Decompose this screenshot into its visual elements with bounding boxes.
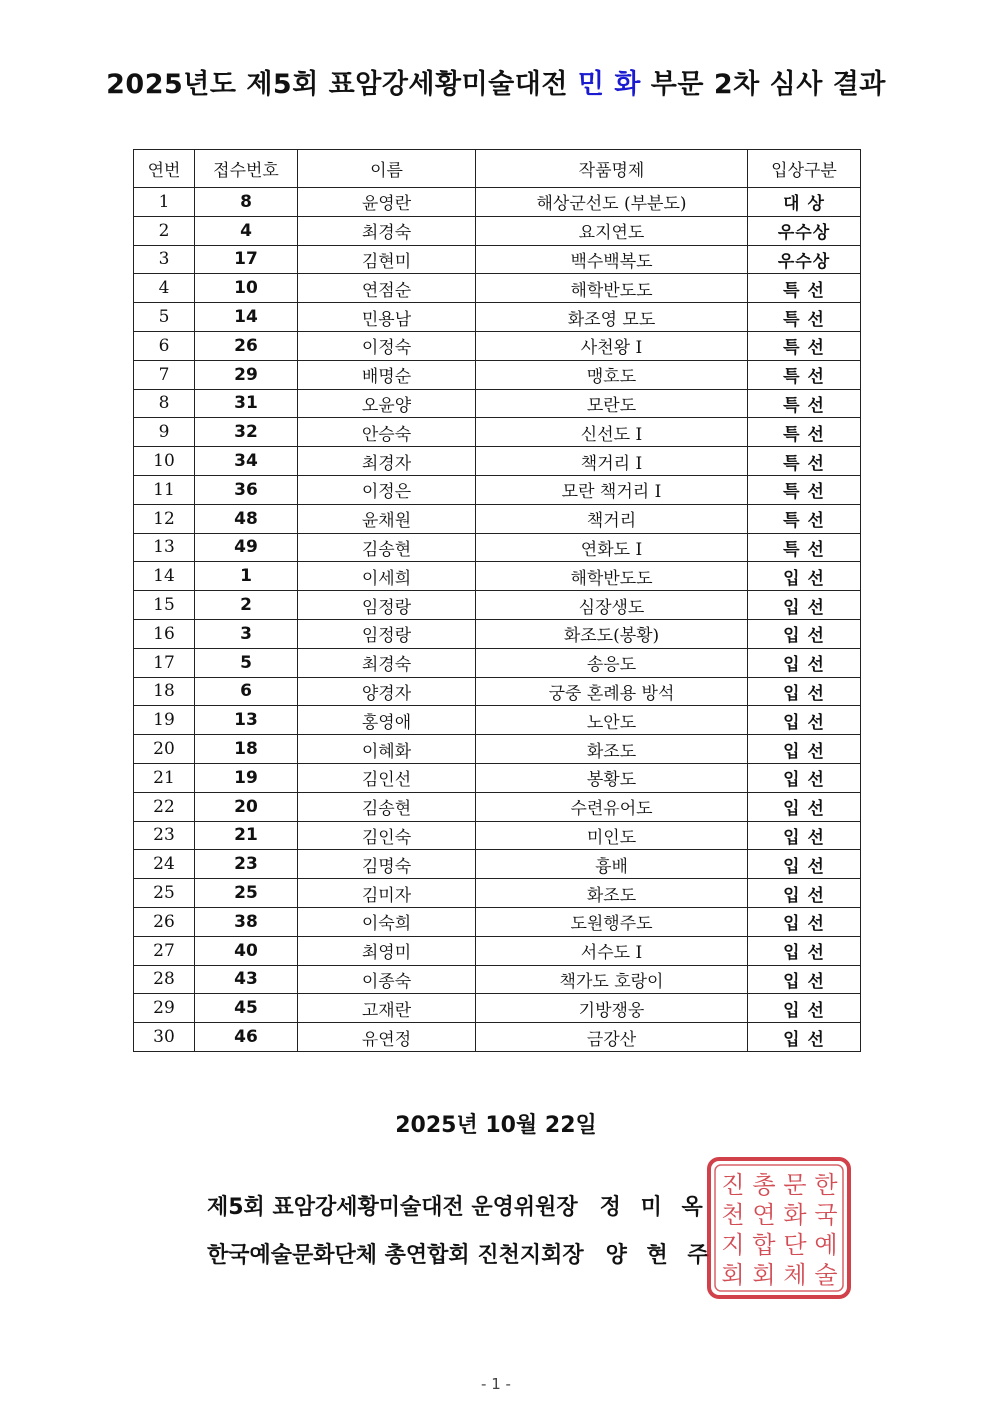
receipt-number-cell: 45	[195, 994, 298, 1023]
serial-cell: 3	[134, 245, 195, 274]
signature-line-1	[207, 1190, 709, 1221]
signer-org: 제5회 표암강세황미술대전 운영위원장	[207, 1195, 578, 1220]
award-cell: 우수상	[748, 245, 861, 274]
award-cell: 입 선	[748, 706, 861, 735]
title-highlight: 민 화	[577, 69, 641, 100]
work-title-cell: 송응도	[476, 648, 748, 677]
receipt-number-cell: 21	[195, 821, 298, 850]
work-title-cell: 흉배	[476, 850, 748, 879]
name-cell: 유연정	[298, 1023, 476, 1052]
receipt-number-cell: 13	[195, 706, 298, 735]
serial-cell: 23	[134, 821, 195, 850]
header-name: 이름	[298, 150, 476, 188]
table-row	[134, 533, 861, 562]
award-cell: 우수상	[748, 216, 861, 245]
serial-cell: 20	[134, 735, 195, 764]
name-cell: 최경숙	[298, 216, 476, 245]
work-title-cell: 화조도	[476, 735, 748, 764]
table-row	[134, 274, 861, 303]
name-cell: 최경숙	[298, 648, 476, 677]
serial-cell: 28	[134, 965, 195, 994]
work-title-cell: 책거리	[476, 504, 748, 533]
receipt-number-cell: 3	[195, 619, 298, 648]
award-cell: 입 선	[748, 965, 861, 994]
seal-glyph: 술	[814, 1261, 838, 1289]
receipt-number-cell: 40	[195, 936, 298, 965]
receipt-number-cell: 14	[195, 303, 298, 332]
receipt-number-cell: 2	[195, 591, 298, 620]
work-title-cell: 수련유어도	[476, 792, 748, 821]
work-title-cell: 사천왕 I	[476, 331, 748, 360]
receipt-number-cell: 49	[195, 533, 298, 562]
document-date: 2025년 10월 22일	[395, 1113, 597, 1138]
serial-cell: 10	[134, 447, 195, 476]
serial-cell: 24	[134, 850, 195, 879]
serial-cell: 14	[134, 562, 195, 591]
work-title-cell: 맹호도	[476, 360, 748, 389]
work-title-cell: 해학반도도	[476, 562, 748, 591]
seal-glyph: 화	[783, 1201, 807, 1229]
table-row	[134, 562, 861, 591]
serial-cell: 11	[134, 475, 195, 504]
seal-glyph: 체	[783, 1261, 807, 1289]
award-cell: 특 선	[748, 475, 861, 504]
table-row	[134, 418, 861, 447]
name-cell: 이정은	[298, 475, 476, 504]
official-seal	[705, 1155, 853, 1301]
serial-cell: 30	[134, 1023, 195, 1052]
name-cell: 김인선	[298, 763, 476, 792]
serial-cell: 27	[134, 936, 195, 965]
work-title-cell: 해학반도도	[476, 274, 748, 303]
name-cell: 김명숙	[298, 850, 476, 879]
name-cell: 윤영란	[298, 188, 476, 217]
work-title-cell: 백수백복도	[476, 245, 748, 274]
signer-name: 양 현 주	[605, 1243, 715, 1268]
work-title-cell: 미인도	[476, 821, 748, 850]
table-row	[134, 907, 861, 936]
receipt-number-cell: 1	[195, 562, 298, 591]
award-cell: 입 선	[748, 994, 861, 1023]
table-row	[134, 965, 861, 994]
work-title-cell: 노안도	[476, 706, 748, 735]
serial-cell: 29	[134, 994, 195, 1023]
receipt-number-cell: 31	[195, 389, 298, 418]
award-cell: 특 선	[748, 533, 861, 562]
header-award: 입상구분	[748, 150, 861, 188]
table-row	[134, 763, 861, 792]
receipt-number-cell: 43	[195, 965, 298, 994]
table-row	[134, 389, 861, 418]
serial-cell: 7	[134, 360, 195, 389]
work-title-cell: 신선도 I	[476, 418, 748, 447]
seal-glyph: 문	[783, 1171, 807, 1199]
signer-name: 정 미 옥	[599, 1195, 709, 1220]
table-row	[134, 994, 861, 1023]
serial-cell: 1	[134, 188, 195, 217]
receipt-number-cell: 4	[195, 216, 298, 245]
name-cell: 안승숙	[298, 418, 476, 447]
work-title-cell: 서수도 I	[476, 936, 748, 965]
seal-glyph: 단	[783, 1231, 807, 1259]
award-cell: 입 선	[748, 735, 861, 764]
header-work-title: 작품명제	[476, 150, 748, 188]
seal-glyph: 합	[752, 1231, 776, 1259]
page-title	[0, 62, 992, 101]
award-cell: 입 선	[748, 763, 861, 792]
work-title-cell: 금강산	[476, 1023, 748, 1052]
award-cell: 특 선	[748, 303, 861, 332]
work-title-cell: 화조도(봉황)	[476, 619, 748, 648]
name-cell: 임정랑	[298, 591, 476, 620]
work-title-cell: 화조영 모도	[476, 303, 748, 332]
name-cell: 김현미	[298, 245, 476, 274]
name-cell: 김송현	[298, 792, 476, 821]
award-cell: 특 선	[748, 418, 861, 447]
name-cell: 이종숙	[298, 965, 476, 994]
seal-glyph: 연	[752, 1201, 776, 1229]
table-row	[134, 216, 861, 245]
seal-glyph: 예	[814, 1231, 838, 1259]
table-row	[134, 677, 861, 706]
receipt-number-cell: 36	[195, 475, 298, 504]
serial-cell: 16	[134, 619, 195, 648]
name-cell: 이숙희	[298, 907, 476, 936]
work-title-cell: 해상군선도 (부분도)	[476, 188, 748, 217]
table-row	[134, 706, 861, 735]
seal-glyph: 총	[752, 1171, 776, 1199]
serial-cell: 18	[134, 677, 195, 706]
award-cell: 입 선	[748, 879, 861, 908]
name-cell: 윤채원	[298, 504, 476, 533]
receipt-number-cell: 18	[195, 735, 298, 764]
award-cell: 입 선	[748, 562, 861, 591]
award-cell: 특 선	[748, 389, 861, 418]
award-cell: 입 선	[748, 648, 861, 677]
header-receipt-number: 접수번호	[195, 150, 298, 188]
name-cell: 최영미	[298, 936, 476, 965]
table-row	[134, 331, 861, 360]
signature-line-2	[207, 1238, 715, 1269]
receipt-number-cell: 23	[195, 850, 298, 879]
work-title-cell: 기방쟁웅	[476, 994, 748, 1023]
table-row	[134, 850, 861, 879]
serial-cell: 4	[134, 274, 195, 303]
serial-cell: 25	[134, 879, 195, 908]
name-cell: 오윤양	[298, 389, 476, 418]
table-row	[134, 591, 861, 620]
serial-cell: 8	[134, 389, 195, 418]
name-cell: 고재란	[298, 994, 476, 1023]
name-cell: 홍영애	[298, 706, 476, 735]
award-cell: 입 선	[748, 907, 861, 936]
name-cell: 이세희	[298, 562, 476, 591]
name-cell: 민용남	[298, 303, 476, 332]
seal-glyph: 지	[721, 1231, 745, 1259]
award-cell: 입 선	[748, 677, 861, 706]
name-cell: 연점순	[298, 274, 476, 303]
work-title-cell: 연화도 I	[476, 533, 748, 562]
name-cell: 이혜화	[298, 735, 476, 764]
table-row	[134, 504, 861, 533]
award-cell: 대 상	[748, 188, 861, 217]
title-suffix: 부문 2차 심사 결과	[640, 69, 886, 100]
serial-cell: 22	[134, 792, 195, 821]
award-cell: 특 선	[748, 331, 861, 360]
serial-cell: 15	[134, 591, 195, 620]
serial-cell: 6	[134, 331, 195, 360]
table-row	[134, 245, 861, 274]
work-title-cell: 도원행주도	[476, 907, 748, 936]
table-row	[134, 1023, 861, 1052]
title-prefix: 2025년도 제5회 표암강세황미술대전	[106, 69, 578, 100]
award-cell: 특 선	[748, 504, 861, 533]
work-title-cell: 책가도 호랑이	[476, 965, 748, 994]
seal-glyph: 회	[752, 1261, 776, 1289]
page-number: - 1 -	[481, 1375, 511, 1393]
work-title-cell: 봉황도	[476, 763, 748, 792]
receipt-number-cell: 38	[195, 907, 298, 936]
receipt-number-cell: 32	[195, 418, 298, 447]
seal-glyph: 회	[721, 1261, 745, 1289]
receipt-number-cell: 5	[195, 648, 298, 677]
serial-cell: 12	[134, 504, 195, 533]
receipt-number-cell: 48	[195, 504, 298, 533]
signer-org: 한국예술문화단체 총연합회 진천지회장	[207, 1243, 584, 1268]
table-row	[134, 447, 861, 476]
award-cell: 특 선	[748, 447, 861, 476]
table-row	[134, 936, 861, 965]
receipt-number-cell: 46	[195, 1023, 298, 1052]
serial-cell: 13	[134, 533, 195, 562]
table-body	[134, 188, 861, 1052]
serial-cell: 2	[134, 216, 195, 245]
award-cell: 입 선	[748, 936, 861, 965]
table-row	[134, 879, 861, 908]
work-title-cell: 궁중 혼례용 방석	[476, 677, 748, 706]
award-cell: 입 선	[748, 1023, 861, 1052]
table-row	[134, 735, 861, 764]
work-title-cell: 책거리 I	[476, 447, 748, 476]
receipt-number-cell: 17	[195, 245, 298, 274]
seal-glyph: 진	[721, 1171, 745, 1199]
serial-cell: 26	[134, 907, 195, 936]
serial-cell: 21	[134, 763, 195, 792]
award-cell: 입 선	[748, 619, 861, 648]
receipt-number-cell: 26	[195, 331, 298, 360]
award-cell: 특 선	[748, 274, 861, 303]
name-cell: 김송현	[298, 533, 476, 562]
serial-cell: 5	[134, 303, 195, 332]
work-title-cell: 모란 책거리 I	[476, 475, 748, 504]
award-cell: 입 선	[748, 850, 861, 879]
receipt-number-cell: 20	[195, 792, 298, 821]
work-title-cell: 심장생도	[476, 591, 748, 620]
name-cell: 김미자	[298, 879, 476, 908]
award-cell: 입 선	[748, 591, 861, 620]
table-row	[134, 821, 861, 850]
name-cell: 배명순	[298, 360, 476, 389]
receipt-number-cell: 34	[195, 447, 298, 476]
seal-glyph: 한	[814, 1171, 838, 1199]
table-row	[134, 648, 861, 677]
name-cell: 임정랑	[298, 619, 476, 648]
table-row	[134, 360, 861, 389]
receipt-number-cell: 6	[195, 677, 298, 706]
receipt-number-cell: 10	[195, 274, 298, 303]
work-title-cell: 화조도	[476, 879, 748, 908]
serial-cell: 19	[134, 706, 195, 735]
table-row	[134, 303, 861, 332]
name-cell: 최경자	[298, 447, 476, 476]
work-title-cell: 요지연도	[476, 216, 748, 245]
award-cell: 입 선	[748, 821, 861, 850]
table-row	[134, 475, 861, 504]
work-title-cell: 모란도	[476, 389, 748, 418]
table-row	[134, 619, 861, 648]
table-row	[134, 792, 861, 821]
name-cell: 양경자	[298, 677, 476, 706]
name-cell: 이정숙	[298, 331, 476, 360]
serial-cell: 17	[134, 648, 195, 677]
seal-glyph: 천	[721, 1201, 745, 1229]
award-cell: 특 선	[748, 360, 861, 389]
name-cell: 김인숙	[298, 821, 476, 850]
receipt-number-cell: 19	[195, 763, 298, 792]
results-table	[133, 149, 861, 1052]
serial-cell: 9	[134, 418, 195, 447]
table-header-row	[134, 150, 861, 188]
header-serial: 연번	[134, 150, 195, 188]
table-row	[134, 188, 861, 217]
receipt-number-cell: 8	[195, 188, 298, 217]
receipt-number-cell: 25	[195, 879, 298, 908]
seal-glyph: 국	[814, 1201, 838, 1229]
award-cell: 입 선	[748, 792, 861, 821]
receipt-number-cell: 29	[195, 360, 298, 389]
